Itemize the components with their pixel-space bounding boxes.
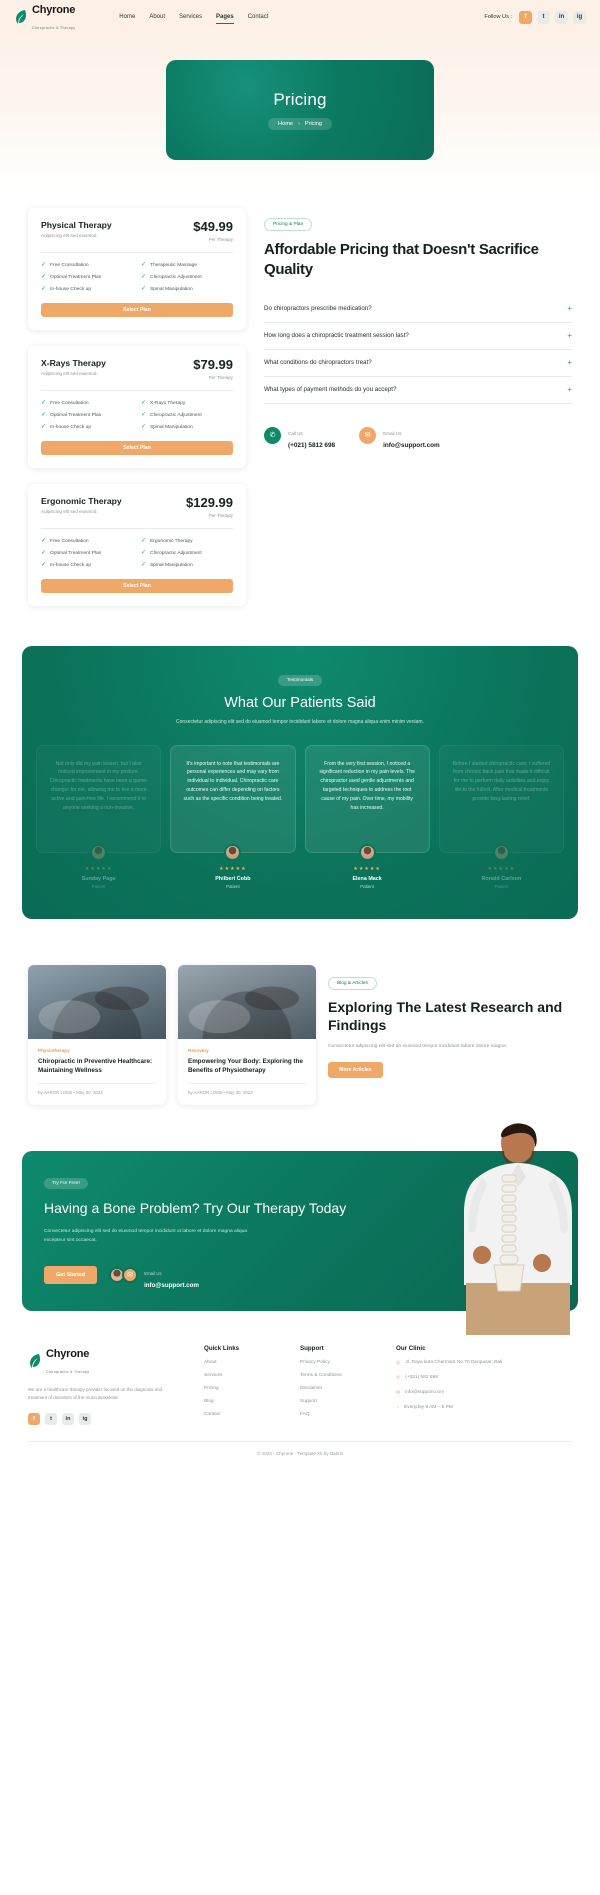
divider <box>38 1083 156 1084</box>
feature-label: Optimal Treatment Plan <box>50 412 102 418</box>
check-icon: ✓ <box>41 550 47 556</box>
plan-feature <box>141 274 233 280</box>
pricing-card <box>28 208 246 330</box>
feature-label: Chiropractic Adjustment <box>150 550 202 556</box>
testimonial-role: Patient <box>360 883 374 889</box>
faq-question: What conditions do chiropractors treat? <box>264 359 372 367</box>
cta-badge: Try For Free! <box>44 1178 88 1189</box>
rating-stars: ★★★★★ <box>84 865 113 872</box>
blog-heading: Exploring The Latest Research and Findings <box>328 998 563 1034</box>
plan-feature <box>41 400 133 406</box>
footer-about: We are a healthcare therapy provider focused on the diagnosis and treatment of disorders of the musculoskeletal <box>28 1386 163 1400</box>
check-icon: ✓ <box>41 286 47 292</box>
footer-clinic-phone[interactable] <box>396 1375 502 1382</box>
feature-label: Spinal Manipulation <box>150 562 193 568</box>
feature-label: Spinal Manipulation <box>150 424 193 430</box>
plan-feature <box>141 262 233 268</box>
feature-label: Therapeutic Massage <box>150 262 198 268</box>
divider <box>188 1083 306 1084</box>
contact-label: Email Us <box>383 430 402 436</box>
brand-tagline: Chiropractic & Therapy <box>32 26 76 30</box>
plus-icon[interactable]: + <box>567 330 572 340</box>
feature-label: In-house Check up <box>50 424 92 430</box>
check-icon: ✓ <box>141 262 147 268</box>
footer-clinic-text: Jl. Raya kuta Charmant No.70 Denpasar, Bali <box>405 1359 503 1365</box>
twitter-icon[interactable]: t <box>45 1413 57 1425</box>
pricing-badge: Pricing & Plan <box>264 218 312 231</box>
footer-link-faq[interactable]: FAQ <box>300 1411 310 1417</box>
linkedin-icon[interactable]: in <box>555 11 568 24</box>
contact-list <box>264 422 572 449</box>
footer-link-terms[interactable]: Terms & Conditions <box>300 1372 342 1378</box>
testimonial-role: Patient <box>226 883 240 889</box>
instagram-icon[interactable]: ig <box>573 11 586 24</box>
brand-logo[interactable] <box>14 1 75 33</box>
testimonial-quote: Not only did my pain lessen, but I also noticed improvement in my posture. Chiropractic treatments have been a game-changer for me, allowing me to live a more active and pain-free life. I recommend it to anyone seeking a non-invasive. <box>36 745 161 853</box>
plan-name: Ergonomic Therapy <box>41 496 122 506</box>
select-plan-button[interactable]: Select Plan <box>41 441 233 455</box>
footer-clinic-text: info@support.com <box>405 1389 445 1395</box>
site-footer <box>0 1335 600 1468</box>
footer-link-disclaimer[interactable]: Disclaimer <box>300 1385 323 1391</box>
main-nav <box>119 14 268 20</box>
check-icon: ✓ <box>41 400 47 406</box>
blog-intro <box>328 965 572 1078</box>
nav-item-contact[interactable]: Contact <box>247 14 269 20</box>
brand-name: Chyrone <box>32 4 76 16</box>
avatar <box>493 844 510 861</box>
blog-title[interactable]: Chiropractic in Preventive Healthcare: Maintaining Wellness <box>38 1057 153 1074</box>
footer-clinic-address <box>396 1360 502 1367</box>
footer-column-clinic <box>396 1345 502 1425</box>
feature-label: Free Consultation <box>50 538 89 544</box>
testimonial-card[interactable] <box>170 745 295 889</box>
testimonials-badge: Testimonials <box>278 675 322 686</box>
check-icon: ✓ <box>41 412 47 418</box>
footer-clinic-hours <box>396 1405 502 1412</box>
testimonial-role: Patient <box>91 883 106 889</box>
follow-us-label: Follow Us : <box>484 14 512 20</box>
mail-icon: ✉ <box>122 1267 138 1283</box>
feature-label: X-Rays Therapy <box>150 400 186 406</box>
pricing-section <box>0 190 600 636</box>
plan-feature <box>41 262 133 268</box>
plan-feature <box>41 550 133 556</box>
faq-question: What types of payment methods do you accept? <box>264 386 397 394</box>
testimonial-name: Elena Mack <box>352 875 382 882</box>
check-icon: ✓ <box>141 400 147 406</box>
footer-logo[interactable] <box>28 1345 178 1377</box>
feature-label: In-house Check up <box>50 562 92 568</box>
testimonial-role: Patient <box>494 883 509 889</box>
plus-icon[interactable]: + <box>567 303 572 313</box>
testimonial-quote: From the very first session, I noticed a significant reduction in my pain levels. The chiropractor used gentle adjustments and targeted techniques to address the root cause of my pain. Over time, my mobility has increased. <box>305 745 430 853</box>
breadcrumb-separator-icon: › <box>297 121 300 127</box>
cta-section <box>0 1131 600 1335</box>
check-icon: ✓ <box>141 562 147 568</box>
plan-feature <box>141 412 233 418</box>
cta-description: Consectetur adipiscing elit sed do eiusmod tempor incididunt ut labore et dolore magna aliqua excepteur sint occaecat. <box>44 1229 248 1243</box>
cta-email[interactable] <box>109 1262 199 1289</box>
copyright: © 2023 · Chyrone · Template Kit by Babriz <box>256 1450 344 1456</box>
pricing-card <box>28 346 246 468</box>
avatar <box>90 844 107 861</box>
leaf-icon <box>28 1353 42 1369</box>
avatar <box>224 844 241 861</box>
faq-question: Do chiropractors prescribe medication? <box>264 305 372 313</box>
pricing-info <box>264 208 572 449</box>
testimonial-quote: It's important to note that testimonials are personal experiences and may vary from individual to individual. Chiropractic care outcomes can differ depending on factors such as the specific condition being treated. <box>170 745 295 853</box>
feature-label: Free Consultation <box>50 400 89 406</box>
plan-feature <box>141 538 233 544</box>
blog-card[interactable] <box>28 965 166 1105</box>
plan-price: $79.99 <box>193 357 233 372</box>
footer-socials <box>28 1413 178 1425</box>
testimonials-section <box>0 636 600 949</box>
testimonial-card[interactable] <box>439 745 564 889</box>
contact-value: info@support.com <box>383 441 440 449</box>
blog-description: Consectetur adipiscing elit sed do eiusmod tempor incididunt labore dolore magna. <box>328 1044 508 1050</box>
check-icon: ✓ <box>41 262 47 268</box>
linkedin-icon[interactable]: in <box>62 1413 74 1425</box>
contact-value: (+021) 5812 698 <box>288 441 336 449</box>
footer-column-title: Our Clinic <box>396 1344 426 1352</box>
plan-period: Per Therapy <box>208 513 233 518</box>
page-title: Pricing <box>273 90 327 109</box>
facebook-icon[interactable]: f <box>28 1413 40 1425</box>
footer-link-pricing[interactable]: Pricing <box>204 1385 219 1391</box>
rating-stars: ★★★★★ <box>353 865 381 872</box>
phone-icon: ✆ <box>264 427 281 444</box>
plan-feature <box>141 286 233 292</box>
faq-list <box>264 296 572 404</box>
testimonials-heading: What Our Patients Said <box>224 695 376 711</box>
plan-feature <box>41 274 133 280</box>
testimonial-card[interactable] <box>305 745 430 889</box>
pricing-plan-list <box>28 208 246 606</box>
plan-feature <box>41 286 133 292</box>
plan-feature <box>41 424 133 430</box>
header-socials <box>484 11 586 24</box>
site-header <box>0 0 600 34</box>
more-articles-button[interactable]: More Articles <box>328 1062 383 1078</box>
hero-banner <box>166 60 434 160</box>
plan-feature <box>141 424 233 430</box>
plan-description: Adipiscing elit sed eiusmod. <box>41 233 98 238</box>
breadcrumb-home[interactable]: Home <box>278 121 293 127</box>
footer-link-blog[interactable]: Blog <box>204 1398 214 1404</box>
feature-label: Optimal Treatment Plan <box>50 274 102 280</box>
feature-label: Spinal Manipulation <box>150 286 193 292</box>
plan-feature <box>141 400 233 406</box>
pricing-heading: Affordable Pricing that Doesn't Sacrifice Quality <box>264 241 539 278</box>
footer-clinic-text: (+021) 582 698 <box>405 1374 438 1380</box>
blog-meta: by AARON LOEB • May 30, 2023 <box>188 1089 253 1095</box>
blog-tag[interactable]: Recovery <box>188 1047 209 1053</box>
footer-column-title: Support <box>300 1344 324 1352</box>
footer-brand-name: Chyrone <box>46 1347 90 1360</box>
check-icon: ✓ <box>41 562 47 568</box>
plan-feature <box>141 550 233 556</box>
blog-card[interactable] <box>178 965 316 1105</box>
feature-label: Chiropractic Adjustment <box>150 412 202 418</box>
blog-title[interactable]: Empowering Your Body: Exploring the Benefits of Physiotherapy <box>188 1057 303 1074</box>
check-icon: ✓ <box>141 412 147 418</box>
plan-price: $129.99 <box>186 495 233 510</box>
plan-name: Physical Therapy <box>41 220 112 230</box>
testimonials-subtitle: Consectetur adipiscing elit sed do eiusmod tempor incididunt labore et dolore magna aliqua enim minim veniam. <box>176 719 424 725</box>
blog-badge: Blog & Articles <box>328 977 377 990</box>
footer-link-support[interactable]: Support <box>300 1398 317 1404</box>
cta-email-label: Email Us <box>144 1270 162 1276</box>
faq-item[interactable] <box>264 296 572 323</box>
pin-icon: ◎ <box>396 1359 401 1366</box>
plan-feature <box>41 538 133 544</box>
blog-image <box>28 965 166 1039</box>
testimonial-name: Sunday Page <box>81 875 116 882</box>
plus-icon[interactable]: + <box>567 357 572 367</box>
avatar <box>359 844 376 861</box>
plan-period: Per Therapy <box>208 375 233 380</box>
plan-period: Per Therapy <box>208 237 233 242</box>
clock-icon: ◔ <box>396 1404 400 1411</box>
check-icon: ✓ <box>41 424 47 430</box>
check-icon: ✓ <box>41 274 47 280</box>
plan-description: Adipiscing elit sed eiusmod. <box>41 509 98 514</box>
check-icon: ✓ <box>141 274 147 280</box>
testimonial-name: Philbert Cobb <box>215 875 251 882</box>
instagram-icon[interactable]: ig <box>79 1413 91 1425</box>
contact-phone[interactable] <box>264 422 335 449</box>
rating-stars: ★★★★★ <box>219 865 247 872</box>
check-icon: ✓ <box>41 538 47 544</box>
faq-question: How long does a chiropractic treatment session last? <box>264 332 409 340</box>
check-icon: ✓ <box>141 550 147 556</box>
phone-icon: ✆ <box>396 1374 401 1381</box>
select-plan-button[interactable]: Select Plan <box>41 303 233 317</box>
breadcrumb <box>268 118 332 130</box>
plan-name: X-Rays Therapy <box>41 358 106 368</box>
feature-label: In-house Check up <box>50 286 92 292</box>
check-icon: ✓ <box>141 286 147 292</box>
nav-item-about[interactable]: About <box>149 14 165 20</box>
contact-email[interactable] <box>359 422 440 449</box>
plus-icon[interactable]: + <box>567 384 572 394</box>
nav-item-home[interactable]: Home <box>119 14 136 20</box>
cta-heading: Having a Bone Problem? Try Our Therapy Today <box>44 1199 347 1216</box>
testimonial-quote: Before I started chiropractic care, I suffered from chronic back pain that made it difficult for me to perform daily activities and enjoy life to the fullest. After medical treatments provide long-lasting relief. <box>439 745 564 853</box>
contact-label: Call Us <box>288 430 303 436</box>
footer-brand <box>28 1345 178 1425</box>
footer-column-support <box>300 1345 370 1425</box>
testimonial-list <box>22 745 578 889</box>
faq-item[interactable] <box>264 350 572 377</box>
hero-section <box>0 34 600 190</box>
blog-image <box>178 965 316 1039</box>
check-icon: ✓ <box>141 538 147 544</box>
footer-column-quick-links <box>204 1345 274 1425</box>
pricing-card <box>28 484 246 606</box>
testimonial-card[interactable] <box>36 745 161 889</box>
mail-icon: ✉ <box>396 1389 401 1396</box>
feature-label: Free Consultation <box>50 262 89 268</box>
divider <box>41 390 233 391</box>
feature-label: Chiropractic Adjustment <box>150 274 202 280</box>
facebook-icon[interactable]: f <box>519 11 532 24</box>
cta-email-value: info@support.com <box>144 1281 199 1289</box>
divider <box>41 528 233 529</box>
nav-item-services[interactable]: Services <box>179 14 203 20</box>
breadcrumb-current: Pricing <box>304 121 322 127</box>
blog-tag[interactable]: Physiotherapy <box>38 1047 70 1053</box>
plan-price: $49.99 <box>193 219 233 234</box>
nav-item-pages[interactable]: Pages <box>216 14 234 20</box>
plan-feature <box>41 562 133 568</box>
check-icon: ✓ <box>141 424 147 430</box>
footer-link-contact[interactable]: Contact <box>204 1411 221 1417</box>
feature-label: Ergonomic Therapy <box>150 538 193 544</box>
mail-icon: ✉ <box>359 427 376 444</box>
feature-label: Optimal Treatment Plan <box>50 550 102 556</box>
testimonial-name: Ronald Carlson <box>481 875 522 882</box>
footer-link-services[interactable]: Services <box>204 1372 223 1378</box>
footer-link-privacy-policy[interactable]: Privacy Policy <box>300 1359 330 1365</box>
plan-feature <box>41 412 133 418</box>
leaf-icon <box>14 9 28 25</box>
rating-stars: ★★★★★ <box>487 865 516 872</box>
plan-description: Adipiscing elit sed eiusmod. <box>41 371 98 376</box>
get-started-button[interactable]: Get Started <box>44 1266 97 1284</box>
faq-item[interactable] <box>264 323 572 350</box>
blog-meta: by AARON LOEB • May 30, 2023 <box>38 1089 103 1095</box>
divider <box>28 1441 572 1442</box>
footer-brand-tagline: Chiropractic & Therapy <box>46 1369 90 1374</box>
footer-clinic-text: Everyday 9 AM – 5 PM <box>404 1404 453 1410</box>
footer-clinic-email[interactable] <box>396 1390 502 1397</box>
select-plan-button[interactable]: Select Plan <box>41 579 233 593</box>
divider <box>41 252 233 253</box>
footer-column-title: Quick Links <box>204 1344 240 1352</box>
faq-item[interactable] <box>264 377 572 404</box>
plan-feature <box>141 562 233 568</box>
footer-link-about[interactable]: About <box>204 1359 217 1365</box>
blog-section <box>0 949 600 1131</box>
twitter-icon[interactable]: t <box>537 11 550 24</box>
